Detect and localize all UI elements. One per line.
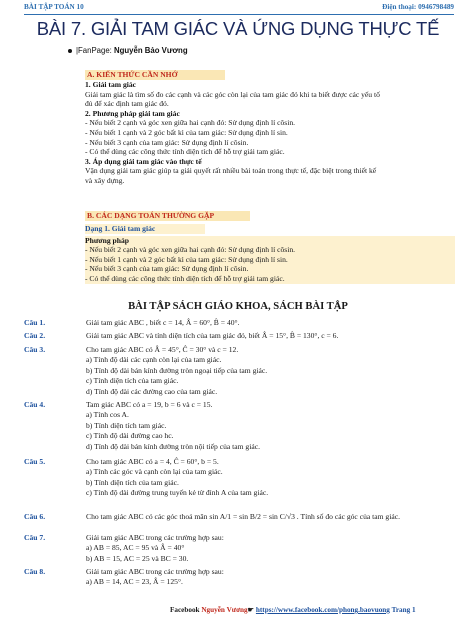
exercise-number: Câu 4. xyxy=(24,400,46,409)
exercise-part: b) AB = 15, AC = 25 và BC = 30. xyxy=(86,553,189,563)
section-a-m2: - Nếu biết 1 cạnh và 2 góc bất kì của tam giác: Sử dụng định lí sin. xyxy=(85,127,288,137)
exercise-1 xyxy=(24,318,464,328)
section-b-heading: B. CÁC DẠNG TOÁN THƯỜNG GẶP xyxy=(85,211,250,221)
exercise-6 xyxy=(24,512,464,522)
exercise-8 xyxy=(24,567,464,588)
exercise-part: b) Tính độ dài bán kính đường tròn ngoại tiếp của tam giác. xyxy=(86,365,268,375)
section-b-pp: Phương pháp xyxy=(85,235,130,245)
footer-facebook-label: Facebook xyxy=(170,606,202,614)
section-a-p3b: và xây dựng. xyxy=(85,175,125,185)
exercise-text: Cho tam giác ABC có a = 4, Ĉ = 60°, b = 5. xyxy=(86,457,219,466)
footer-link[interactable]: https://www.facebook.com/phong.baovuong xyxy=(255,606,390,614)
exercise-part: c) Tính độ dài đường cao hc. xyxy=(86,431,174,441)
section-a-sub1: 1. Giải tam giác xyxy=(85,80,137,89)
section-a-p1a: Giải tam giác là tìm số đo các cạnh và các góc còn lại của tam giác đó khi ta biết được các yếu tố xyxy=(85,89,380,99)
exercise-text: Giải tam giác ABC và tính diện tích của tam giác đó, biết Â = 15°, B̂ = 130°, c = 6. xyxy=(86,331,339,340)
exercise-part: a) AB = 14, AC = 23, Â = 125°. xyxy=(86,577,183,587)
section-b xyxy=(85,211,455,284)
section-a-p3a: Vận dụng giải tam giác giúp ta giải quyết rất nhiều bài toán trong thực tế, đặc biệt trong thiết kế xyxy=(85,166,377,176)
exercise-text: Cho tam giác ABC có Â = 45°, Ĉ = 30° và c = 12. xyxy=(86,345,239,354)
header-phone: Điện thoại: 0946798489 xyxy=(382,3,454,11)
section-a-sub3: 3. Áp dụng giải tam giác vào thực tế xyxy=(85,156,202,166)
exercise-4 xyxy=(24,400,464,452)
exercise-text: Giải tam giác ABC , biết c = 14, Â = 60°, B̂ = 40°. xyxy=(86,318,240,327)
section-b-dang: Dạng 1. Giải tam giác xyxy=(85,224,205,234)
footer-author: Nguyễn Vương xyxy=(201,606,248,614)
exercise-part: a) Tính độ dài các cạnh còn lại của tam giác. xyxy=(86,355,222,365)
section-b-m3: - Nếu biết 3 cạnh của tam giác: Sử dụng định lí côsin. xyxy=(85,264,249,274)
exercise-part: c) Tính độ dài đường trung tuyến kẻ từ đỉnh A của tam giác. xyxy=(86,488,269,498)
section-b-m1: - Nếu biết 2 cạnh và góc xen giữa hai cạnh đó: Sử dụng định lí côsin. xyxy=(85,245,296,255)
exercise-text: Giải tam giác ABC trong các trường hợp sau: xyxy=(86,533,224,542)
exercise-number: Câu 5. xyxy=(24,457,46,466)
exercises-heading: BÀI TẬP SÁCH GIÁO KHOA, SÁCH BÀI TẬP xyxy=(128,301,348,312)
exercise-part: d) Tính độ dài bán kính đường tròn nội tiếp của tam giác. xyxy=(86,441,260,451)
section-b-m2: - Nếu biết 1 cạnh và 2 góc bất kì của tam giác: Sử dụng định lí sin. xyxy=(85,254,288,264)
section-a xyxy=(85,70,455,186)
exercise-3 xyxy=(24,345,464,397)
exercise-part: b) Tính diện tích tam giác. xyxy=(86,420,167,430)
exercise-5 xyxy=(24,457,464,499)
section-a-m3: - Nếu biết 3 cạnh của tam giác: Sử dụng định lí côsin. xyxy=(85,137,249,147)
section-b-method-box xyxy=(85,236,455,284)
exercise-part: a) Tính các góc và cạnh còn lại của tam giác. xyxy=(86,467,223,477)
fanpage-line xyxy=(68,46,188,55)
bullet-icon xyxy=(68,49,72,53)
exercise-part: a) Tính cos A. xyxy=(86,410,129,420)
footer-page-number: Trang 1 xyxy=(389,606,416,614)
exercise-number: Câu 1. xyxy=(24,318,46,327)
fanpage-prefix: |FanPage: xyxy=(76,46,115,55)
exercise-number: Câu 7. xyxy=(24,533,46,542)
exercise-part: a) AB = 85, AC = 95 và Â = 40° xyxy=(86,543,185,553)
exercise-part: c) Tính diện tích của tam giác. xyxy=(86,376,179,386)
header-subject: BÀI TẬP TOÁN 10 xyxy=(24,3,84,11)
pointing-hand-icon: ☛ xyxy=(247,606,256,614)
exercise-text: Tam giác ABC có a = 19, b = 6 và c = 15. xyxy=(86,400,213,409)
page-title: BÀI 7. GIẢI TAM GIÁC VÀ ỨNG DỤNG THỰC TẾ xyxy=(36,18,440,39)
exercise-number: Câu 2. xyxy=(24,331,46,340)
section-a-heading: A. KIẾN THỨC CẦN NHỚ xyxy=(85,70,225,80)
exercise-number: Câu 8. xyxy=(24,567,46,576)
exercise-number: Câu 6. xyxy=(24,512,46,521)
exercise-text: Giải tam giác ABC trong các trường hợp sau: xyxy=(86,567,224,576)
exercise-7 xyxy=(24,533,464,564)
page-header xyxy=(24,3,454,15)
exercise-text: Cho tam giác ABC có các góc thoả mãn sin A/1 = sin B/2 = sin C/√3 . Tính số đo các góc của tam giác. xyxy=(86,512,400,521)
fanpage-name[interactable]: Nguyễn Bảo Vương xyxy=(114,46,188,55)
section-a-m1: - Nếu biết 2 cạnh và góc xen giữa hai cạnh đó: Sử dụng định lí côsin. xyxy=(85,118,296,128)
section-a-sub2: 2. Phương pháp giải tam giác xyxy=(85,108,180,118)
section-b-m4: - Có thể dùng các công thức tính diện tích để hỗ trợ giải tam giác. xyxy=(85,273,285,283)
section-a-m4: - Có thể dùng các công thức tính diện tích để hỗ trợ giải tam giác. xyxy=(85,147,285,157)
page-footer xyxy=(170,605,416,614)
exercise-number: Câu 3. xyxy=(24,345,46,354)
exercise-2 xyxy=(24,331,464,341)
exercise-part: d) Tính độ dài các đường cao của tam giác. xyxy=(86,386,218,396)
section-a-p1b: đủ để xác định tam giác đó. xyxy=(85,99,169,109)
exercise-part: b) Tính diện tích của tam giác. xyxy=(86,477,179,487)
